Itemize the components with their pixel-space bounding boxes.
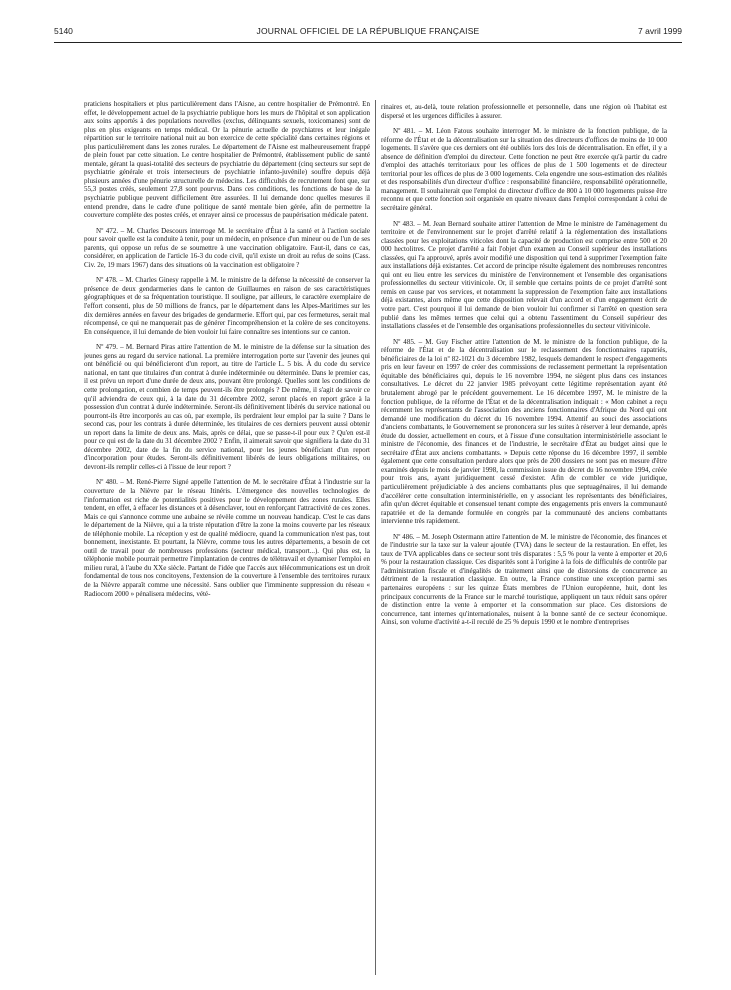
column-divider (375, 100, 376, 975)
question-483: Nº 483. – M. Jean Bernard souhaite attirer l'attention de Mme le ministre de l'aménagement du territoire et de l'environnement sur le projet d'arrêté relatif à la réglementation des installations classées pour les exploitations viticoles dont la capacité de production est comprise entre 500 et 20 000 hectolitres. Ce projet d'arrêté a fait l'objet d'un examen au Conseil supérieur des installations classées, qui l'a approuvé, après avoir modifié une disposition qui tend à supprimer l'exemption faite aux installations déjà existantes. Cet accord de principe résulte également des nombreuses rencontres qui ont eu lieu entre les services du ministère de l'environnement et l'ensemble des organisations professionnelles du secteur vitivinicole. Or, il semble que certains points de ce projet d'arrêté sont remis en cause par vos services, et notamment la suppression de l'exemption faite aux installations déjà existantes, alors même que cette disposition relevait d'un accord et d'un engagement écrit de votre part. C'est pourquoi il lui demande de bien vouloir lui confirmer si l'arrêté en question sera publié dans les mêmes termes que celui qui a obtenu l'assentiment du Conseil supérieur des installations classées et de l'ensemble des organisations professionnelles du secteur vitivinicole. (381, 219, 667, 331)
paragraph: praticiens hospitaliers et plus particulièrement dans l'Aisne, au centre hospitalier de Prémontré. En effet, le développement actuel de la psychiatrie publique hors les murs de l'hôpital et son application aux soins apportés à des populations nouvelles (exclus, délinquants sexuels, toxicomanes) sont de plus en plus exigeants en temps médical. Or la pénurie actuelle de psychiatres et leur inégale répartition sur le territoire national nuit au bon exercice de cette spécialité dans certaines régions et plus particulièrement dans les zones rurales. Le département de l'Aisne est malheureusement frappé de plein fouet par cette situation. Le centre hospitalier de Prémontré, établissement public de santé mentale, gérant la quasi-totalité des secteurs de psychiatrie du département (cinq secteurs sur sept de psychiatrie générale et trois intersecteurs de psychiatrie infanto-juvénile) souffre depuis déjà plusieurs années d'une pénurie structurelle de médecins. Les difficultés de recrutement font que, sur 55,3 postes créés, seulement 27,8 sont pourvus. Dans ces conditions, les fonctions de base de la psychiatrie publique peuvent difficilement être assurées. Il lui demande donc quelles mesures il entend prendre, dans le cadre d'une politique de santé mentale bien gérée, afin de permettre la couverture complète des postes créés, et enrayer ainsi ce processus de paupérisation médicale patent. (84, 100, 370, 220)
left-column (84, 100, 370, 980)
question-472: Nº 472. – M. Charles Descours interroge M. le secrétaire d'État à la santé et à l'action sociale pour savoir quelle est la conduite à tenir, pour un médecin, en présence d'un mineur ou de l'un de ses parents, qui oppose un refus de se soumettre à une vaccination obligatoire. Faut-il, dans ce cas, considérer, en application de l'article 16-3 du code civil, qu'il existe un droit au refus de soins (Cass. Civ. 2e, 19 mars 1967) dans des situations où la vaccination est obligatoire ? (84, 226, 370, 269)
question-485: Nº 485. – M. Guy Fischer attire l'attention de M. le ministre de la fonction publique, de la réforme de l'État et de la décentralisation sur le reclassement des fonctionnaires rapatriés, bénéficiaires de la loi nº 82-1021 du 3 décembre 1982, lesquels demandent le respect d'engagements pris en leur faveur en 1997 de créer des commissions de reclassement permettant la représentation équitable des bénéficiaires qui, depuis le 16 novembre 1994, ne siègent plus dans ces instances consultatives. Le décret du 22 janvier 1985 prévoyant cette légitime représentation ayant été brutalement abrogé par le précédent gouvernement. Le 16 décembre 1997, M. le ministre de la fonction publique, de la réforme de l'État et de la décentralisation indiquait : « Mon cabinet a reçu récemment les représentants de l'association des anciens fonctionnaires d'Afrique du Nord qui ont demandé une modification du décret du 16 novembre 1994. Attentif au souci des associations d'anciens combattants, le Gouvernement se prononcera sur les suites à réserver à leur demande, après étude du dossier, actuellement en cours, et à l'issue d'une consultation interministérielle associant le ministre de l'économie, des finances et de l'industrie, le secrétaire d'État au budget ainsi que le secrétaire d'État aux anciens combattants. » Depuis cette réponse du 16 décembre 1997, il semble également que cette consultation perdure alors que près de 200 dossiers ne sont pas en mesure d'être examinés depuis le mois de janvier 1998, la commission issue du décret du 16 novembre 1994, créée pour trois ans, ayant juridiquement cessé d'exister. Afin de combler ce vide juridique, particulièrement préjudiciable à des anciens combattants plus que septuagénaires, il lui demande d'accélérer cette consultation interministérielle, en y associant les représentants des bénéficiaires, afin qu'un décret équitable et consensuel tenant compte des engagements pris envers la communauté rapatriée et de la demande formulée en congrès par la communauté des anciens combattants intervienne très rapidement. (381, 337, 667, 526)
paragraph: rinaires et, au-delà, toute relation professionnelle et personnelle, dans une région où l'habitat est dispersé et les urgences difficiles à assurer. (381, 103, 667, 120)
question-481: Nº 481. – M. Léon Fatous souhaite interroger M. le ministre de la fonction publique, de la réforme de l'État et de la décentralisation sur la situation des directeurs d'offices de moins de 10 000 logements. Il s'avère que ces derniers ont été oubliés lors des lois de décentralisation. En effet, il y a absence de définition d'emploi du directeur. Cette fonction ne peut être exercée qu'à partir du cadre d'emploi des attachés territoriaux pour les offices de plus de 1 500 logements et de directeur territorial pour les offices de plus de 3 000 logements. Cela engendre une sous-estimation des réalités et des responsabilités d'un directeur d'office : responsabilité financière, responsabilité opérationnelle, management. Il souhaiterait que l'emploi du directeur d'office de 800 à 10 000 logements puisse être reconnu et que cette fonction soit organisée en quatre niveaux dans l'emploi correspondant à celui de secrétaire général. (381, 127, 667, 213)
question-479: Nº 479. – M. Bernard Piras attire l'attention de M. le ministre de la défense sur la situation des jeunes gens au regard du service national. La première interrogation porte sur l'avenir des jeunes qui ont bénéficié ou qui bénéficieront d'un report, au titre de l'article L. 5 bis. À du code du service national, en tant que titulaires d'un contrat à durée indéterminée ou déterminée. Dans le premier cas, il est prévu un report d'une durée de deux ans, pouvant être prolongé. Quelles sont les conditions de cette prolongation, et combien de temps peuvent-ils être prolongés ? De même, il s'agit de savoir ce qu'il adviendra de ceux qui, à la date du 31 décembre 2002, seront placés en report grâce à la possession d'un contrat à durée indéterminée. Seront-ils définitivement libérés du service national ou pourront-ils être incorporés au cas où, par exemple, ils perdraient leur emploi par la suite ? Dans le second cas, pour les contrats à durée déterminée, les titulaires de ces derniers peuvent aussi obtenir un report dans la limite de deux ans. Mais, après ce délai, que se passe-t-il pour eux ? Qu'en est-il pour ce qui est de la date du 31 décembre 2002 ? Enfin, il aimerait savoir que signifiera la date du 31 décembre 2002, date de la fin du service national, pour les jeunes bénéficiant d'un report d'incorporation pour études. Seront-ils définitivement libérés de leurs obligations militaires, ou devront-ils remplir celles-ci à l'issue de leur report ? (84, 343, 370, 471)
page-number: 5140 (54, 26, 73, 36)
header-rule (54, 42, 682, 43)
right-column (381, 103, 667, 983)
page-header (54, 26, 682, 40)
question-486: Nº 486. – M. Joseph Ostermann attire l'attention de M. le ministre de l'économie, des finances et de l'industrie sur la taxe sur la valeur ajoutée (TVA) dans le secteur de la restauration. En effet, les taux de TVA applicables dans ce secteur sont très disparates : 5,5 % pour la vente à emporter et 20,6 % pour la restauration classique. Ces disparités sont à l'origine à la fois de difficultés de contrôle par l'administration fiscale et d'inégalités de traitement ainsi que de distorsions de concurrence au détriment de la restauration classique. En outre, la France constitue une exception parmi ses partenaires européens : sur les quinze États membres de l'Union européenne, huit, dont les principaux concurrents de la France sur le marché touristique, appliquent un taux réduit sans opérer de distinction entre la vente à emporter et la consommation sur place. Ces distorsions de concurrence, tant internes qu'internationales, nuisent à la bonne santé de ce secteur économique. Ainsi, son volume d'activité a-t-il reculé de 25 % depuis 1990 et le nombre d'entreprises (381, 532, 667, 627)
question-478: Nº 478. – M. Charles Ginesy rappelle à M. le ministre de la défense la nécessité de conserver la présence de deux gendarmeries dans le canton de Guillaumes en raison de ses caractéristiques géographiques et de sa fréquentation touristique. Il souligne, par ailleurs, le caractère exemplaire de l'effort consenti, plus de 50 millions de francs, par le département dans les Alpes-Maritimes sur les dix dernières années en faveur des brigades de gendarmerie. Effort qui, par ces fermetures, serait mal récompensé, ce qui ne manquerait pas de générer l'incompréhension et la colère de ses concitoyens. En conséquence, il lui demande de bien vouloir lui faire connaître ses intentions sur ce canton. (84, 276, 370, 336)
journal-title: JOURNAL OFFICIEL DE LA RÉPUBLIQUE FRANÇAISE (256, 26, 480, 36)
question-480: Nº 480. – M. René-Pierre Signé appelle l'attention de M. le secrétaire d'État à l'industrie sur la couverture de la Nièvre par le réseau Itinéris. L'émergence des nouvelles technologies de l'information est riche de potentialités positives pour le développement des zones rurales. Elles tendent, en effet, à effacer les distances et à désenclaver, tout en renforçant l'attractivité de ces zones. Mais ce qui s'annonce comme une aubaine se révèle comme un nouveau handicap. C'est le cas dans le département de la Nièvre, qui a la triste réputation d'être la zone la moins couverte par les réseaux de téléphonie mobile. La réception y est de qualité médiocre, quand la communication n'est pas, tout bonnement, inexistante. Et pourtant, la Nièvre, comme tous les autres départements, a besoin de cet outil de travail pour de nombreuses professions (secteur médical, transport...). Qui plus est, la téléphonie mobile pourrait permettre l'implantation de centres de télétravail et dynamiser l'emploi en milieu rural, à l'aube du XXe siècle. Partant de l'idée que l'accès aux télécommunications est un droit fondamental de tous nos concitoyens, l'extension de la couverture à l'ensemble des territoires ruraux de la Nièvre apparaît comme une nécessité. Sans oublier que l'imminente suppression du réseau « Radiocom 2000 » pénalisera médecins, vété- (84, 478, 370, 598)
issue-date: 7 avril 1999 (638, 26, 682, 36)
